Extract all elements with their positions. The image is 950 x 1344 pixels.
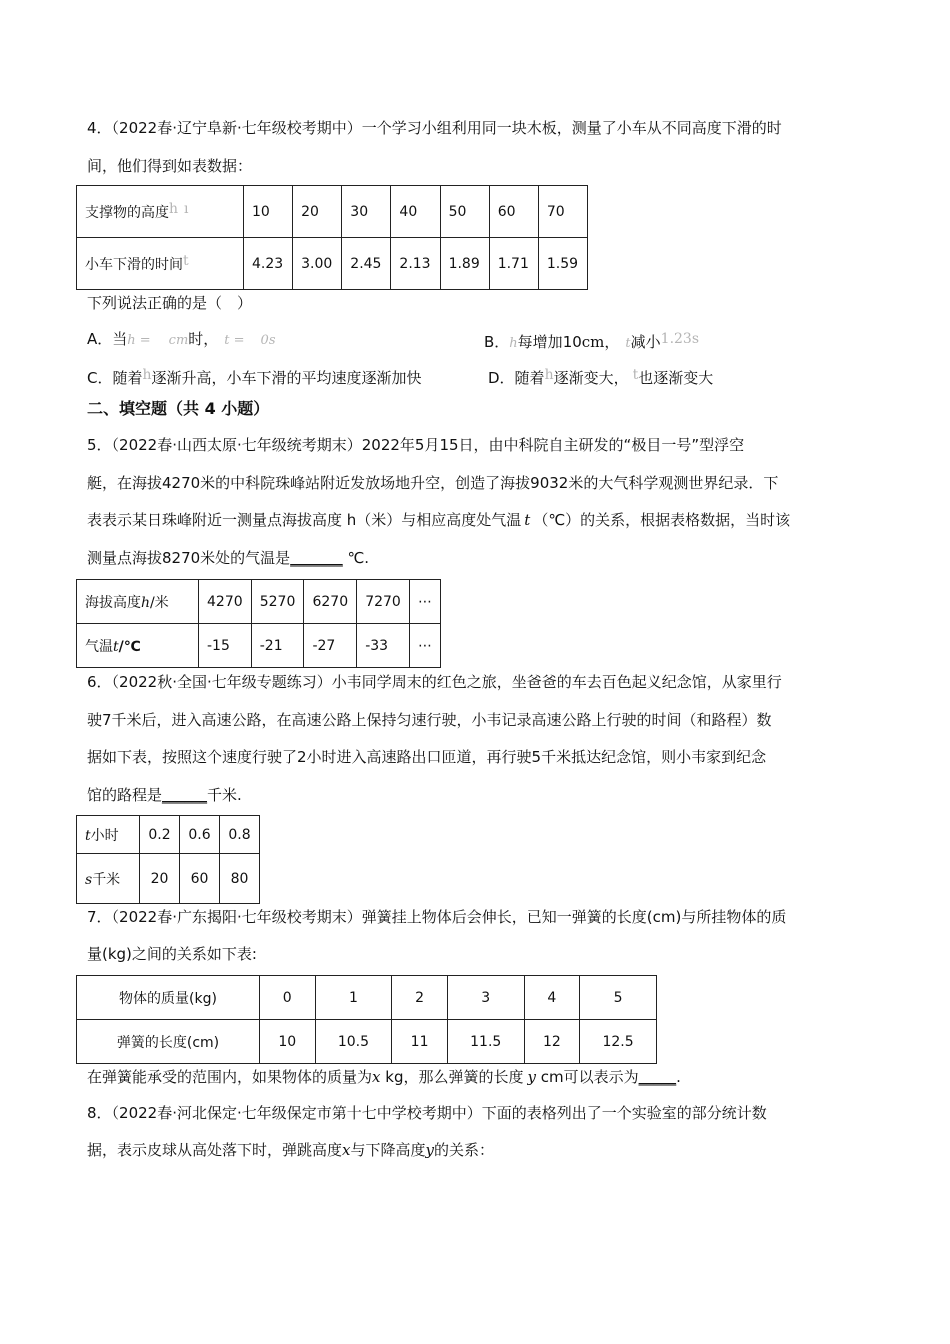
table-cell: 20 — [293, 186, 342, 238]
table-cell: 7270 — [357, 580, 410, 624]
table-cell: 80 — [220, 854, 260, 904]
q4-option-d: D．随着h逐渐变大， t也逐渐变大 — [488, 367, 714, 387]
table-cell: 30 — [342, 186, 391, 238]
table-cell: 3 — [447, 976, 524, 1020]
q6-line-2: 驶7千米后，进入高速公路，在高速公路上保持匀速行驶，小韦记录高速公路上行驶的时间（和路程）数 — [87, 711, 772, 729]
table-cell: 10 — [260, 1020, 316, 1064]
table-cell: 2.13 — [391, 238, 440, 290]
table-cell: 50 — [440, 186, 489, 238]
q4-line-1: 4．（2022春·辽宁阜新·七年级校考期中）一个学习小组利用同一块木板，测量了小车从不同高度下滑的时 — [87, 119, 782, 137]
table-cell: 60 — [180, 854, 220, 904]
table-cell: 0.8 — [220, 816, 260, 854]
table-cell: 6270 — [304, 580, 357, 624]
table-cell: 4 — [524, 976, 580, 1020]
q4-table — [76, 185, 588, 290]
table-cell: ⋯ — [409, 580, 440, 624]
table-row — [77, 976, 657, 1020]
q4-option-a: A．当h = cm时， t = 0s — [87, 330, 276, 348]
table-row-label: 支撑物的高度h ı — [77, 186, 244, 238]
table-cell: 1 — [315, 976, 392, 1020]
q4-option-c: C．随着h逐渐升高，小车下滑的平均速度逐渐加快 — [87, 367, 422, 387]
table-row — [77, 624, 441, 668]
table-cell: 0.6 — [180, 816, 220, 854]
q7-line-1: 7．（2022春·广东揭阳·七年级校考期末）弹簧挂上物体后会伸长，已知一弹簧的长度(cm)与所挂物体的质 — [87, 908, 787, 926]
table-cell: 5270 — [251, 580, 304, 624]
table-row — [77, 1020, 657, 1064]
table-cell: 40 — [391, 186, 440, 238]
section-heading: 二、填空题（共 4 小题） — [87, 399, 270, 418]
table-row — [77, 238, 588, 290]
table-row-label: t小时 — [77, 816, 140, 854]
table-cell: 4270 — [199, 580, 252, 624]
table-row-label: s千米 — [77, 854, 140, 904]
q7-line-2: 量(kg)之间的关系如下表: — [87, 945, 257, 963]
table-cell: 0.2 — [140, 816, 180, 854]
table-cell: -21 — [251, 624, 304, 668]
q5-line-1: 5．（2022春·山西太原·七年级统考期末）2022年5月15日，由中科院自主研发的“极目一号”型浮空 — [87, 436, 745, 454]
table-cell: 0 — [260, 976, 316, 1020]
table-row — [77, 186, 588, 238]
table-cell: 12.5 — [580, 1020, 657, 1064]
table-cell: 4.23 — [244, 238, 293, 290]
table-cell: 2 — [392, 976, 448, 1020]
table-cell: 10.5 — [315, 1020, 392, 1064]
table-cell: 3.00 — [293, 238, 342, 290]
q5-table — [76, 579, 441, 668]
q7-line-3: 在弹簧能承受的范围内，如果物体的质量为x kg，那么弹簧的长度 y cm可以表示为_____. — [87, 1068, 681, 1086]
answer-blank: _______ — [290, 549, 343, 567]
table-cell: 5 — [580, 976, 657, 1020]
q8-line-2: 据，表示皮球从高处落下时，弹跳高度x与下降高度y的关系： — [87, 1141, 494, 1159]
table-row-label: 物体的质量(kg) — [77, 976, 260, 1020]
table-row-label: 海拔高度h/米 — [77, 580, 199, 624]
q7-table — [76, 975, 657, 1064]
table-cell: 1.59 — [538, 238, 587, 290]
table-cell: 11 — [392, 1020, 448, 1064]
q6-line-1: 6．（2022秋·全国·七年级专题练习）小韦同学周末的红色之旅，坐爸爸的车去百色起义纪念馆，从家里行 — [87, 673, 782, 691]
table-cell: 12 — [524, 1020, 580, 1064]
q4-line-2: 间，他们得到如表数据： — [87, 157, 253, 175]
table-row-label: 气温t/℃ — [77, 624, 199, 668]
table-cell: ⋯ — [409, 624, 440, 668]
q6-table — [76, 815, 260, 904]
table-cell: 60 — [489, 186, 538, 238]
table-cell: 1.71 — [489, 238, 538, 290]
q4-option-b: B．h每增加10cm， t减小1.23s — [484, 331, 700, 351]
table-cell: -15 — [199, 624, 252, 668]
table-row-label: 小车下滑的时间t — [77, 238, 244, 290]
q5-line-3: 表表示某日珠峰附近一测量点海拔高度 h（米）与相应高度处气温 t （℃）的关系，根据表格数据，当时该 — [87, 511, 791, 529]
answer-blank: _____ — [638, 1068, 677, 1086]
q6-line-4: 馆的路程是______千米. — [87, 786, 242, 804]
table-cell: 20 — [140, 854, 180, 904]
table-row-label: 弹簧的长度(cm) — [77, 1020, 260, 1064]
q4-question: 下列说法正确的是（ ） — [87, 294, 253, 312]
table-cell: 10 — [244, 186, 293, 238]
table-cell: 2.45 — [342, 238, 391, 290]
table-row — [77, 854, 260, 904]
table-row — [77, 580, 441, 624]
table-cell: 1.89 — [440, 238, 489, 290]
q8-line-1: 8．（2022春·河北保定·七年级保定市第十七中学校考期中）下面的表格列出了一个实验室的部分统计数 — [87, 1104, 767, 1122]
answer-blank: ______ — [162, 786, 208, 804]
q5-line-4: 测量点海拔8270米处的气温是_______ ℃. — [87, 549, 370, 567]
table-cell: 11.5 — [447, 1020, 524, 1064]
q6-line-3: 据如下表，按照这个速度行驶了2小时进入高速路出口匝道，再行驶5千米抵达纪念馆，则小韦家到纪念 — [87, 748, 767, 766]
table-row — [77, 816, 260, 854]
table-cell: 70 — [538, 186, 587, 238]
q5-line-2: 艇，在海拔4270米的中科院珠峰站附近发放场地升空，创造了海拔9032米的大气科学观测世界纪录．下 — [87, 474, 779, 492]
table-cell: -33 — [357, 624, 410, 668]
table-cell: -27 — [304, 624, 357, 668]
